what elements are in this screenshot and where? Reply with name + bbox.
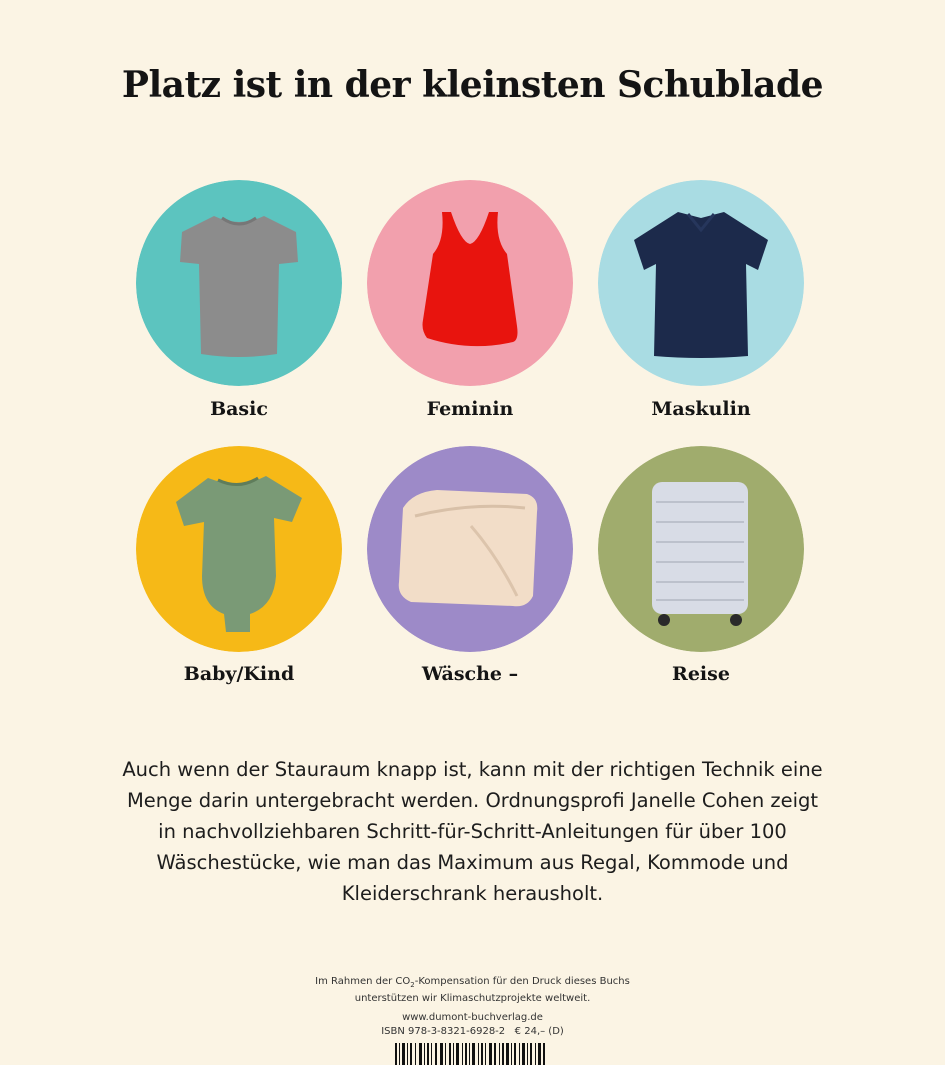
category-label-feminin: Feminin xyxy=(426,398,514,420)
book-description: Auch wenn der Stauraum knapp ist, kann mit der richtigen Technik eine Menge darin untergebracht werden. Ordnungsprofi Janelle Cohen zeigt in nachvollziehbaren Schritt-für-Schritt-Anleitungen für über 100 Wäschestücke, wie man das Maximum aus Regal, Kommode und Kleiderschrank herausholt. xyxy=(122,758,823,905)
folded-fitted-sheet-icon xyxy=(367,446,573,652)
co2-note-line2: unterstützen wir Klimaschutzprojekte weltweit. xyxy=(354,993,591,1004)
basic-circle xyxy=(136,180,342,386)
category-label-baby-kind: Baby/Kind xyxy=(183,663,295,685)
red-tank-top-icon xyxy=(367,180,573,386)
navy-polo-shirt-icon xyxy=(598,180,804,386)
category-label-reise: Reise xyxy=(672,663,730,685)
barcode-icon xyxy=(395,1043,545,1065)
category-label-maskulin: Maskulin xyxy=(651,398,751,420)
suitcase-icon xyxy=(598,446,804,652)
co2-subscript: 2 xyxy=(410,981,415,989)
isbn-price: ISBN 978-3-8321-6928-2 € 24,– (D) xyxy=(381,1026,564,1037)
feminin-circle xyxy=(367,180,573,386)
co2-note-post: -Kompensation für den Druck dieses Buchs xyxy=(414,976,630,987)
reise-circle xyxy=(598,446,804,652)
green-baby-bodysuit-icon xyxy=(136,446,342,652)
maskulin-circle xyxy=(598,180,804,386)
publisher-website[interactable]: www.dumont-buchverlag.de xyxy=(402,1012,543,1023)
page-title: Platz ist in der kleinsten Schublade xyxy=(121,64,824,106)
category-label-basic: Basic xyxy=(210,398,268,420)
waesche-circle xyxy=(367,446,573,652)
category-label-waesche: Wäsche – xyxy=(421,663,519,685)
baby-kind-circle xyxy=(136,446,342,652)
co2-note xyxy=(0,975,945,1006)
co2-note-pre: Im Rahmen der CO xyxy=(315,976,411,987)
grey-tshirt-icon xyxy=(136,180,342,386)
